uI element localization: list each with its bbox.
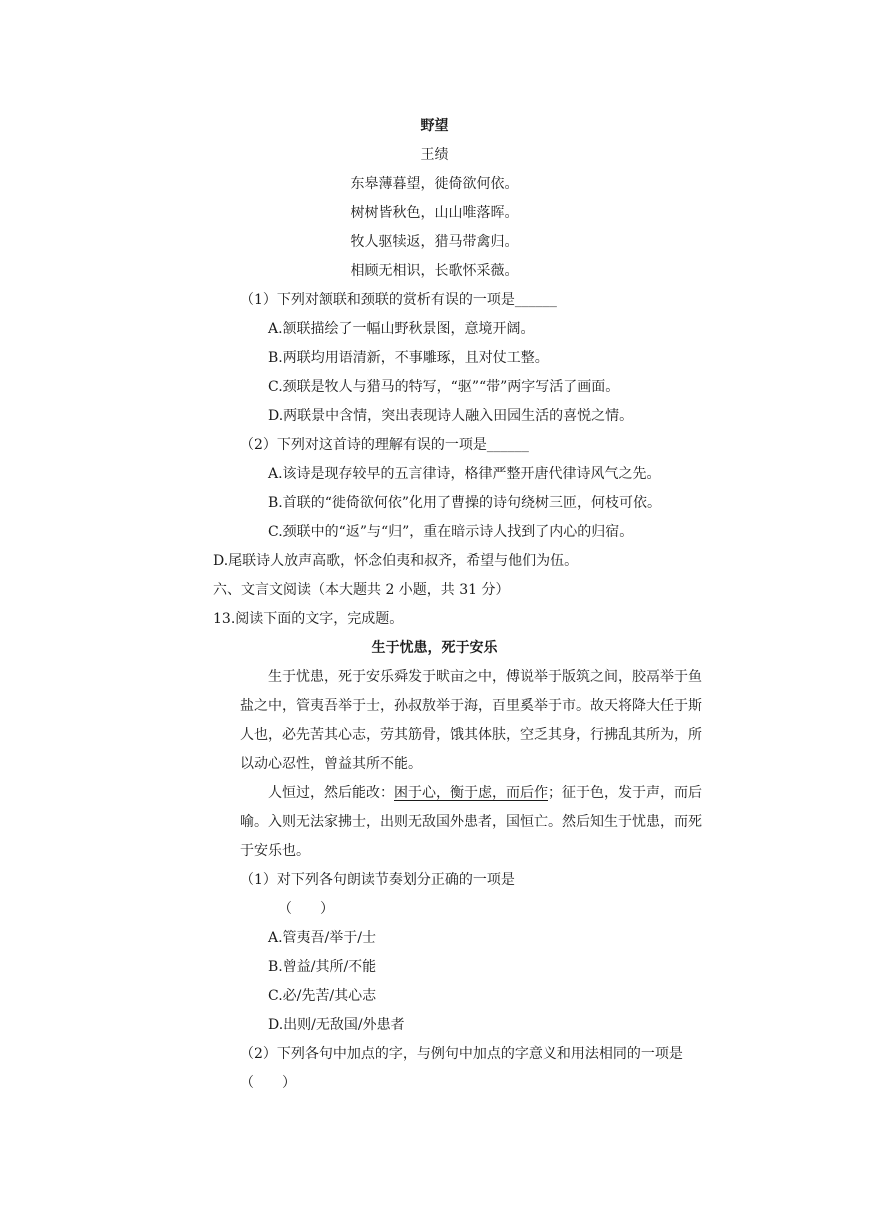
poem-author: 王绩 — [420, 147, 449, 163]
poem-line: 东皋薄暮望，徙倚欲何依。 — [350, 176, 519, 192]
question-1-option-a: A.颔联描绘了一幅山野秋景图，意境开阔。 — [268, 321, 535, 337]
essay-line: 人也，必先苦其心志，劳其筋骨，饿其体肤，空乏其身，行拂乱其所为，所 — [240, 727, 702, 743]
question-1-stem: （1）下列对颔联和颈联的赏析有误的一项是______ — [240, 292, 557, 308]
question-2-stem: （2）下列对这首诗的理解有误的一项是______ — [240, 437, 529, 453]
question-1-option-c: C.颈联是牧人与猎马的特写，“驱”“带”两字写活了画面。 — [268, 379, 620, 395]
question-2-option-d: D.尾联诗人放声高歌，怀念伯夷和叔齐，希望与他们为伍。 — [213, 553, 579, 569]
question-3-option-d: D.出则/无敌国/外患者 — [268, 1017, 405, 1033]
question-1-option-d: D.两联景中含情，突出表现诗人融入田园生活的喜悦之情。 — [268, 408, 634, 424]
question-13-stem: 13.阅读下面的文字，完成题。 — [213, 611, 404, 627]
essay-text: ；征于色，发于声，而后 — [548, 785, 702, 801]
poem-title: 野望 — [420, 118, 449, 134]
poem-line: 牧人驱犊返，猎马带禽归。 — [350, 234, 519, 250]
question-3-option-a: A.管夷吾/举于/士 — [268, 930, 376, 946]
essay-line: 生于忧患，死于安乐舜发于畎亩之中，傅说举于版筑之间，胶鬲举于鱼 — [268, 669, 702, 685]
essay-line: 于安乐也。 — [240, 843, 310, 859]
question-2-option-b: B.首联的“徙倚欲何依”化用了曹操的诗句绕树三匝，何枝可依。 — [268, 495, 662, 511]
essay-text: 人恒过，然后能改： — [268, 785, 394, 801]
answer-parentheses: （ ） — [278, 901, 334, 917]
essay-title: 生于忧患，死于安乐 — [371, 640, 498, 656]
question-4-stem: （2）下列各句中加点的字，与例句中加点的字意义和用法相同的一项是 — [240, 1046, 683, 1062]
essay-line: 喻。入则无法家拂士，出则无敌国外患者，国恒亡。然后知生于忧患，而死 — [240, 814, 702, 830]
poem-line: 树树皆秋色，山山唯落晖。 — [350, 205, 519, 221]
essay-line — [268, 784, 702, 802]
question-3-option-c: C.必/先苦/其心志 — [268, 988, 377, 1004]
section-heading: 六、文言文阅读（本大题共 2 小题，共 31 分） — [213, 582, 510, 598]
underlined-sentence: 困于心，衡于虑，而后作 — [394, 785, 548, 801]
essay-line: 以动心忍性，曾益其所不能。 — [240, 756, 422, 772]
answer-parentheses: （ ） — [240, 1075, 296, 1091]
question-3-stem: （1）对下列各句朗读节奏划分正确的一项是 — [240, 872, 515, 888]
essay-line: 盐之中，管夷吾举于士，孙叔敖举于海，百里奚举于市。故天将降大任于斯 — [240, 698, 702, 714]
question-2-option-a: A.该诗是现存较早的五言律诗，格律严整开唐代律诗风气之先。 — [268, 466, 661, 482]
question-1-option-b: B.两联均用语清新，不事雕琢，且对仗工整。 — [268, 350, 549, 366]
question-3-option-b: B.曾益/其所/不能 — [268, 959, 377, 975]
poem-line: 相顾无相识，长歌怀采薇。 — [350, 263, 519, 279]
question-2-option-c: C.颈联中的“返”与“归”，重在暗示诗人找到了内心的归宿。 — [268, 524, 634, 540]
